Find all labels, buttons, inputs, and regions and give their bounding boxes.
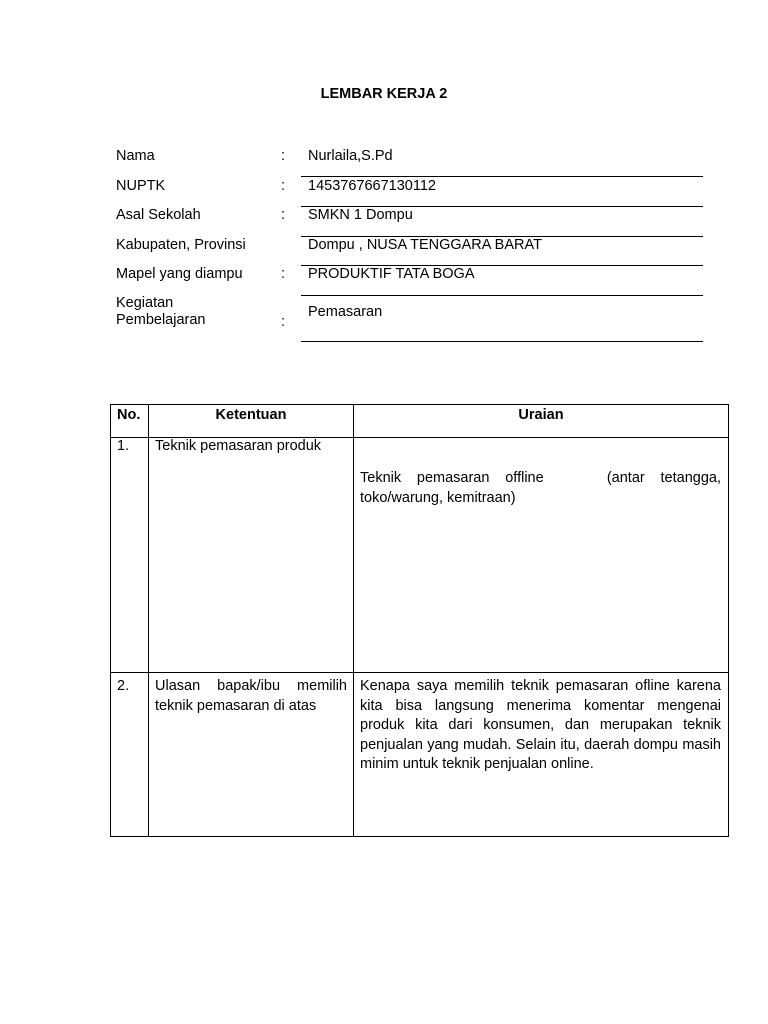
header-ketentuan: Ketentuan: [215, 407, 287, 423]
info-colon: :: [281, 178, 286, 194]
info-label: Mapel yang diampu: [116, 266, 243, 282]
row-divider: [111, 672, 728, 673]
header-uraian: Uraian: [518, 407, 564, 423]
info-row-asal-sekolah: [0, 206, 768, 228]
info-value: PRODUKTIF TATA BOGA: [308, 266, 475, 282]
document-title: LEMBAR KERJA 2: [320, 86, 448, 102]
info-colon: :: [281, 314, 286, 330]
column-divider: [148, 405, 149, 836]
info-value: Pemasaran: [308, 304, 383, 320]
header-no: No.: [117, 407, 141, 423]
info-label-kegiatan-line1: Kegiatan: [116, 295, 174, 311]
underline: [301, 295, 703, 296]
activity-table: [110, 404, 729, 837]
info-label: Nama: [116, 148, 155, 164]
row-1-ketentuan: Teknik pemasaran produk: [155, 438, 322, 454]
info-label-kegiatan-line2: Pembelajaran: [116, 312, 206, 328]
info-value: Dompu , NUSA TENGGARA BARAT: [308, 237, 542, 253]
row-2-uraian: Kenapa saya memilih teknik pemasaran ofline karena kita bisa langsung menerima komentar mengenai produk kita dari konsumen, dan merupakan teknik penjualan yang mudah. Selain itu, daerah dompu masih minim untuk teknik penjualan online.: [360, 678, 721, 772]
column-divider: [353, 405, 354, 836]
info-value: Nurlaila,S.Pd: [308, 148, 393, 164]
info-row-kabupaten: [0, 236, 768, 258]
row-1-no: 1.: [117, 438, 130, 454]
info-value: SMKN 1 Dompu: [308, 207, 413, 223]
row-2-ketentuan: Ulasan bapak/ibu memilih teknik pemasaran di atas: [155, 678, 347, 714]
info-row-mapel: [0, 265, 768, 287]
row-2-no: 2.: [117, 678, 130, 694]
info-colon: :: [281, 207, 286, 223]
info-label: Asal Sekolah: [116, 207, 201, 223]
info-colon: :: [281, 266, 286, 282]
info-row-nuptk: [0, 177, 768, 199]
info-row-nama: [0, 147, 768, 169]
info-label: Kabupaten, Provinsi: [116, 237, 246, 253]
row-1-uraian: Teknik pemasaran offline (antar tetangga, toko/warung, kemitraan): [360, 470, 726, 506]
info-label: NUPTK: [116, 178, 166, 194]
info-colon: :: [281, 148, 286, 164]
underline: [301, 341, 703, 342]
info-value: 1453767667130112: [308, 178, 436, 194]
